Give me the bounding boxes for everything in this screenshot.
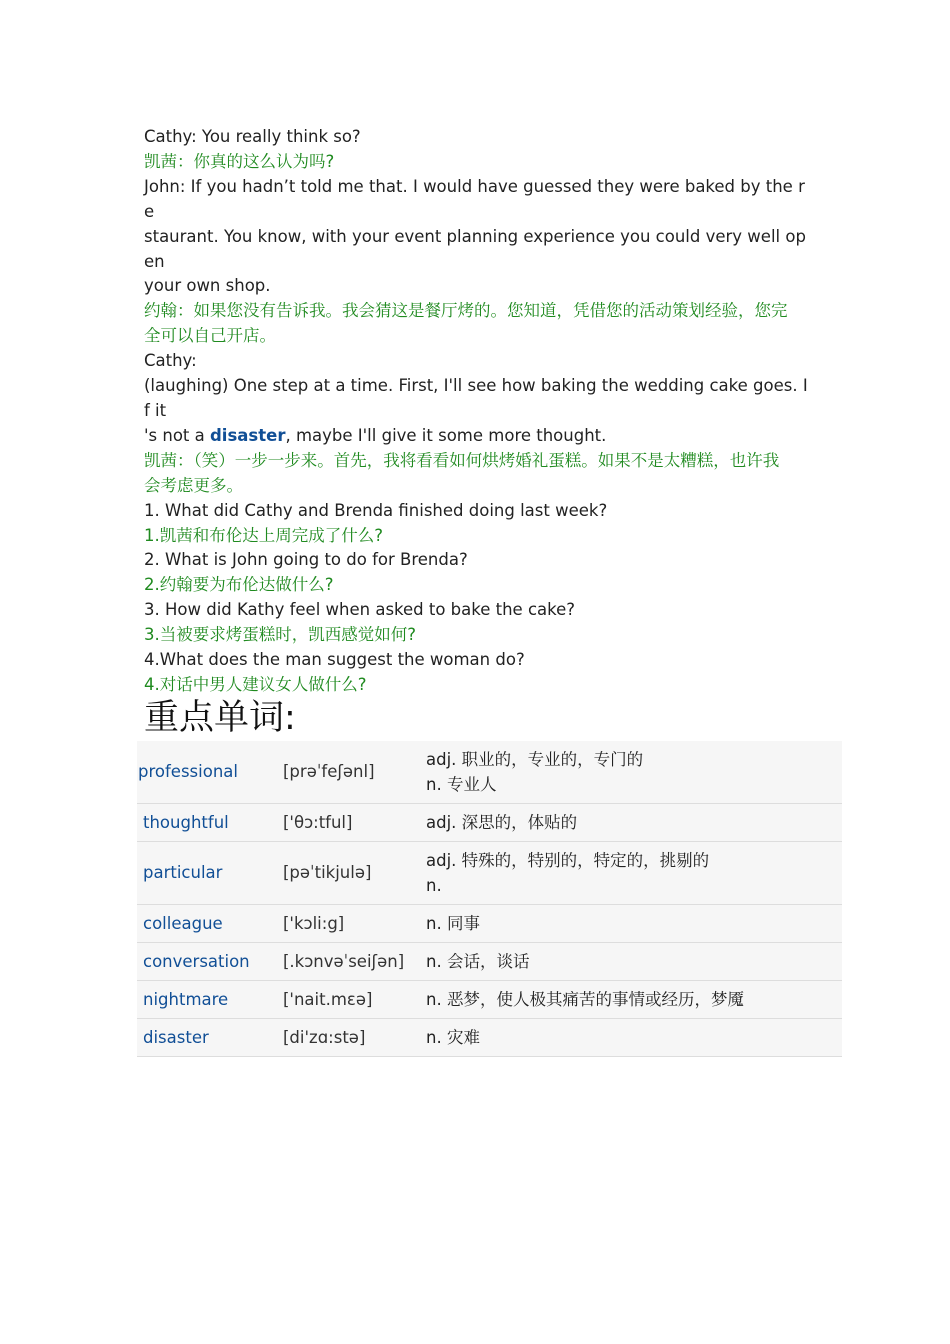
vocab-word-link[interactable]: disaster	[143, 1027, 209, 1047]
question: 3. How did Kathy feel when asked to bake the cake?	[144, 600, 576, 620]
vocab-row	[137, 803, 842, 841]
vocab-row	[137, 942, 842, 980]
keyword-link[interactable]: disaster	[210, 425, 286, 445]
question-translation: 1.凯茜和布伦达上周完成了什么?	[144, 525, 384, 545]
vocab-meaning	[426, 803, 842, 841]
dialogue-section	[144, 125, 810, 698]
vocab-phonetic: [.kɔnvəˈseiʃən]	[283, 951, 405, 971]
vocab-word-link[interactable]: professional	[138, 762, 238, 782]
question-translation: 3.当被要求烤蛋糕时，凯西感觉如何?	[144, 625, 417, 645]
meaning-line: adj. 特殊的，特别的，特定的，挑剔的	[426, 850, 710, 870]
meaning-line: adj. 深思的，体贴的	[426, 812, 578, 832]
dialogue-line	[144, 424, 810, 449]
vocab-phonetic: ['nait.mεə]	[283, 989, 373, 1009]
dialogue-text: , maybe I'll give it some more thought.	[285, 425, 607, 445]
vocab-word-link[interactable]: conversation	[143, 951, 250, 971]
vocab-meaning	[426, 841, 842, 904]
vocab-heading: 重点单词:	[144, 698, 296, 738]
question: 4.What does the man suggest the woman do?	[144, 650, 525, 670]
dialogue-translation: 凯茜：你真的这么认为吗?	[144, 151, 335, 171]
dialogue-line: Cathy: You really think so?	[144, 127, 361, 146]
question: 2. What is John going to do for Brenda?	[144, 550, 468, 570]
vocab-row	[137, 980, 842, 1018]
vocab-phonetic: [pəˈtikjulə]	[283, 863, 372, 882]
vocab-word-link[interactable]: thoughtful	[143, 812, 229, 832]
vocab-word-link[interactable]: nightmare	[143, 989, 229, 1009]
vocab-phonetic: ['θɔ:tful]	[283, 812, 353, 832]
vocab-row	[137, 741, 842, 803]
question: 1. What did Cathy and Brenda finished doing last week?	[144, 500, 608, 520]
vocab-meaning	[426, 741, 842, 803]
vocab-meaning	[426, 904, 842, 942]
dialogue-translation: 会考虑更多。	[144, 475, 243, 495]
vocab-row	[137, 1018, 842, 1056]
dialogue-line: John: If you hadn’t told me that. I would have guessed they were baked by the re	[144, 176, 805, 221]
vocab-meaning	[426, 1018, 842, 1056]
dialogue-line: staurant. You know, with your event planning experience you could very well open	[144, 226, 806, 271]
question-translation: 2.约翰要为布伦达做什么?	[144, 575, 334, 595]
vocab-table	[137, 741, 842, 1057]
meaning-line: n. 专业人	[426, 774, 497, 794]
vocab-meaning	[426, 980, 842, 1018]
meaning-line: n. 灾难	[426, 1027, 480, 1047]
meaning-line: n. 同事	[426, 913, 480, 933]
vocab-row	[137, 841, 842, 904]
vocab-row	[137, 904, 842, 942]
vocab-phonetic: [prəˈfeʃənl]	[283, 762, 375, 782]
dialogue-line: your own shop.	[144, 276, 271, 296]
dialogue-line: Cathy:	[144, 351, 197, 371]
dialogue-translation: 全可以自己开店。	[144, 326, 276, 346]
vocab-word-link[interactable]: particular	[143, 863, 223, 882]
meaning-line: n.	[426, 875, 442, 895]
dialogue-line: (laughing) One step at a time. First, I'll see how baking the wedding cake goes. If it	[144, 376, 808, 420]
vocab-meaning	[426, 942, 842, 980]
question-translation: 4.对话中男人建议女人做什么?	[144, 674, 367, 694]
vocab-phonetic: [di'zɑ:stə]	[283, 1027, 366, 1047]
meaning-line: n. 会话，谈话	[426, 951, 530, 971]
vocab-word-link[interactable]: colleague	[143, 913, 223, 933]
dialogue-text: 's not a	[144, 425, 210, 445]
dialogue-translation: 凯茜：（笑）一步一步来。首先，我将看看如何烘烤婚礼蛋糕。如果不是太糟糕，也许我	[144, 450, 780, 470]
meaning-line: adj. 职业的，专业的，专门的	[426, 749, 644, 769]
meaning-line: n. 恶梦，使人极其痛苦的事情或经历，梦魇	[426, 989, 744, 1009]
vocab-phonetic: ['kɔli:g]	[283, 913, 345, 933]
dialogue-translation: 约翰：如果您没有告诉我。我会猜这是餐厅烤的。您知道，凭借您的活动策划经验，您完	[144, 301, 788, 321]
